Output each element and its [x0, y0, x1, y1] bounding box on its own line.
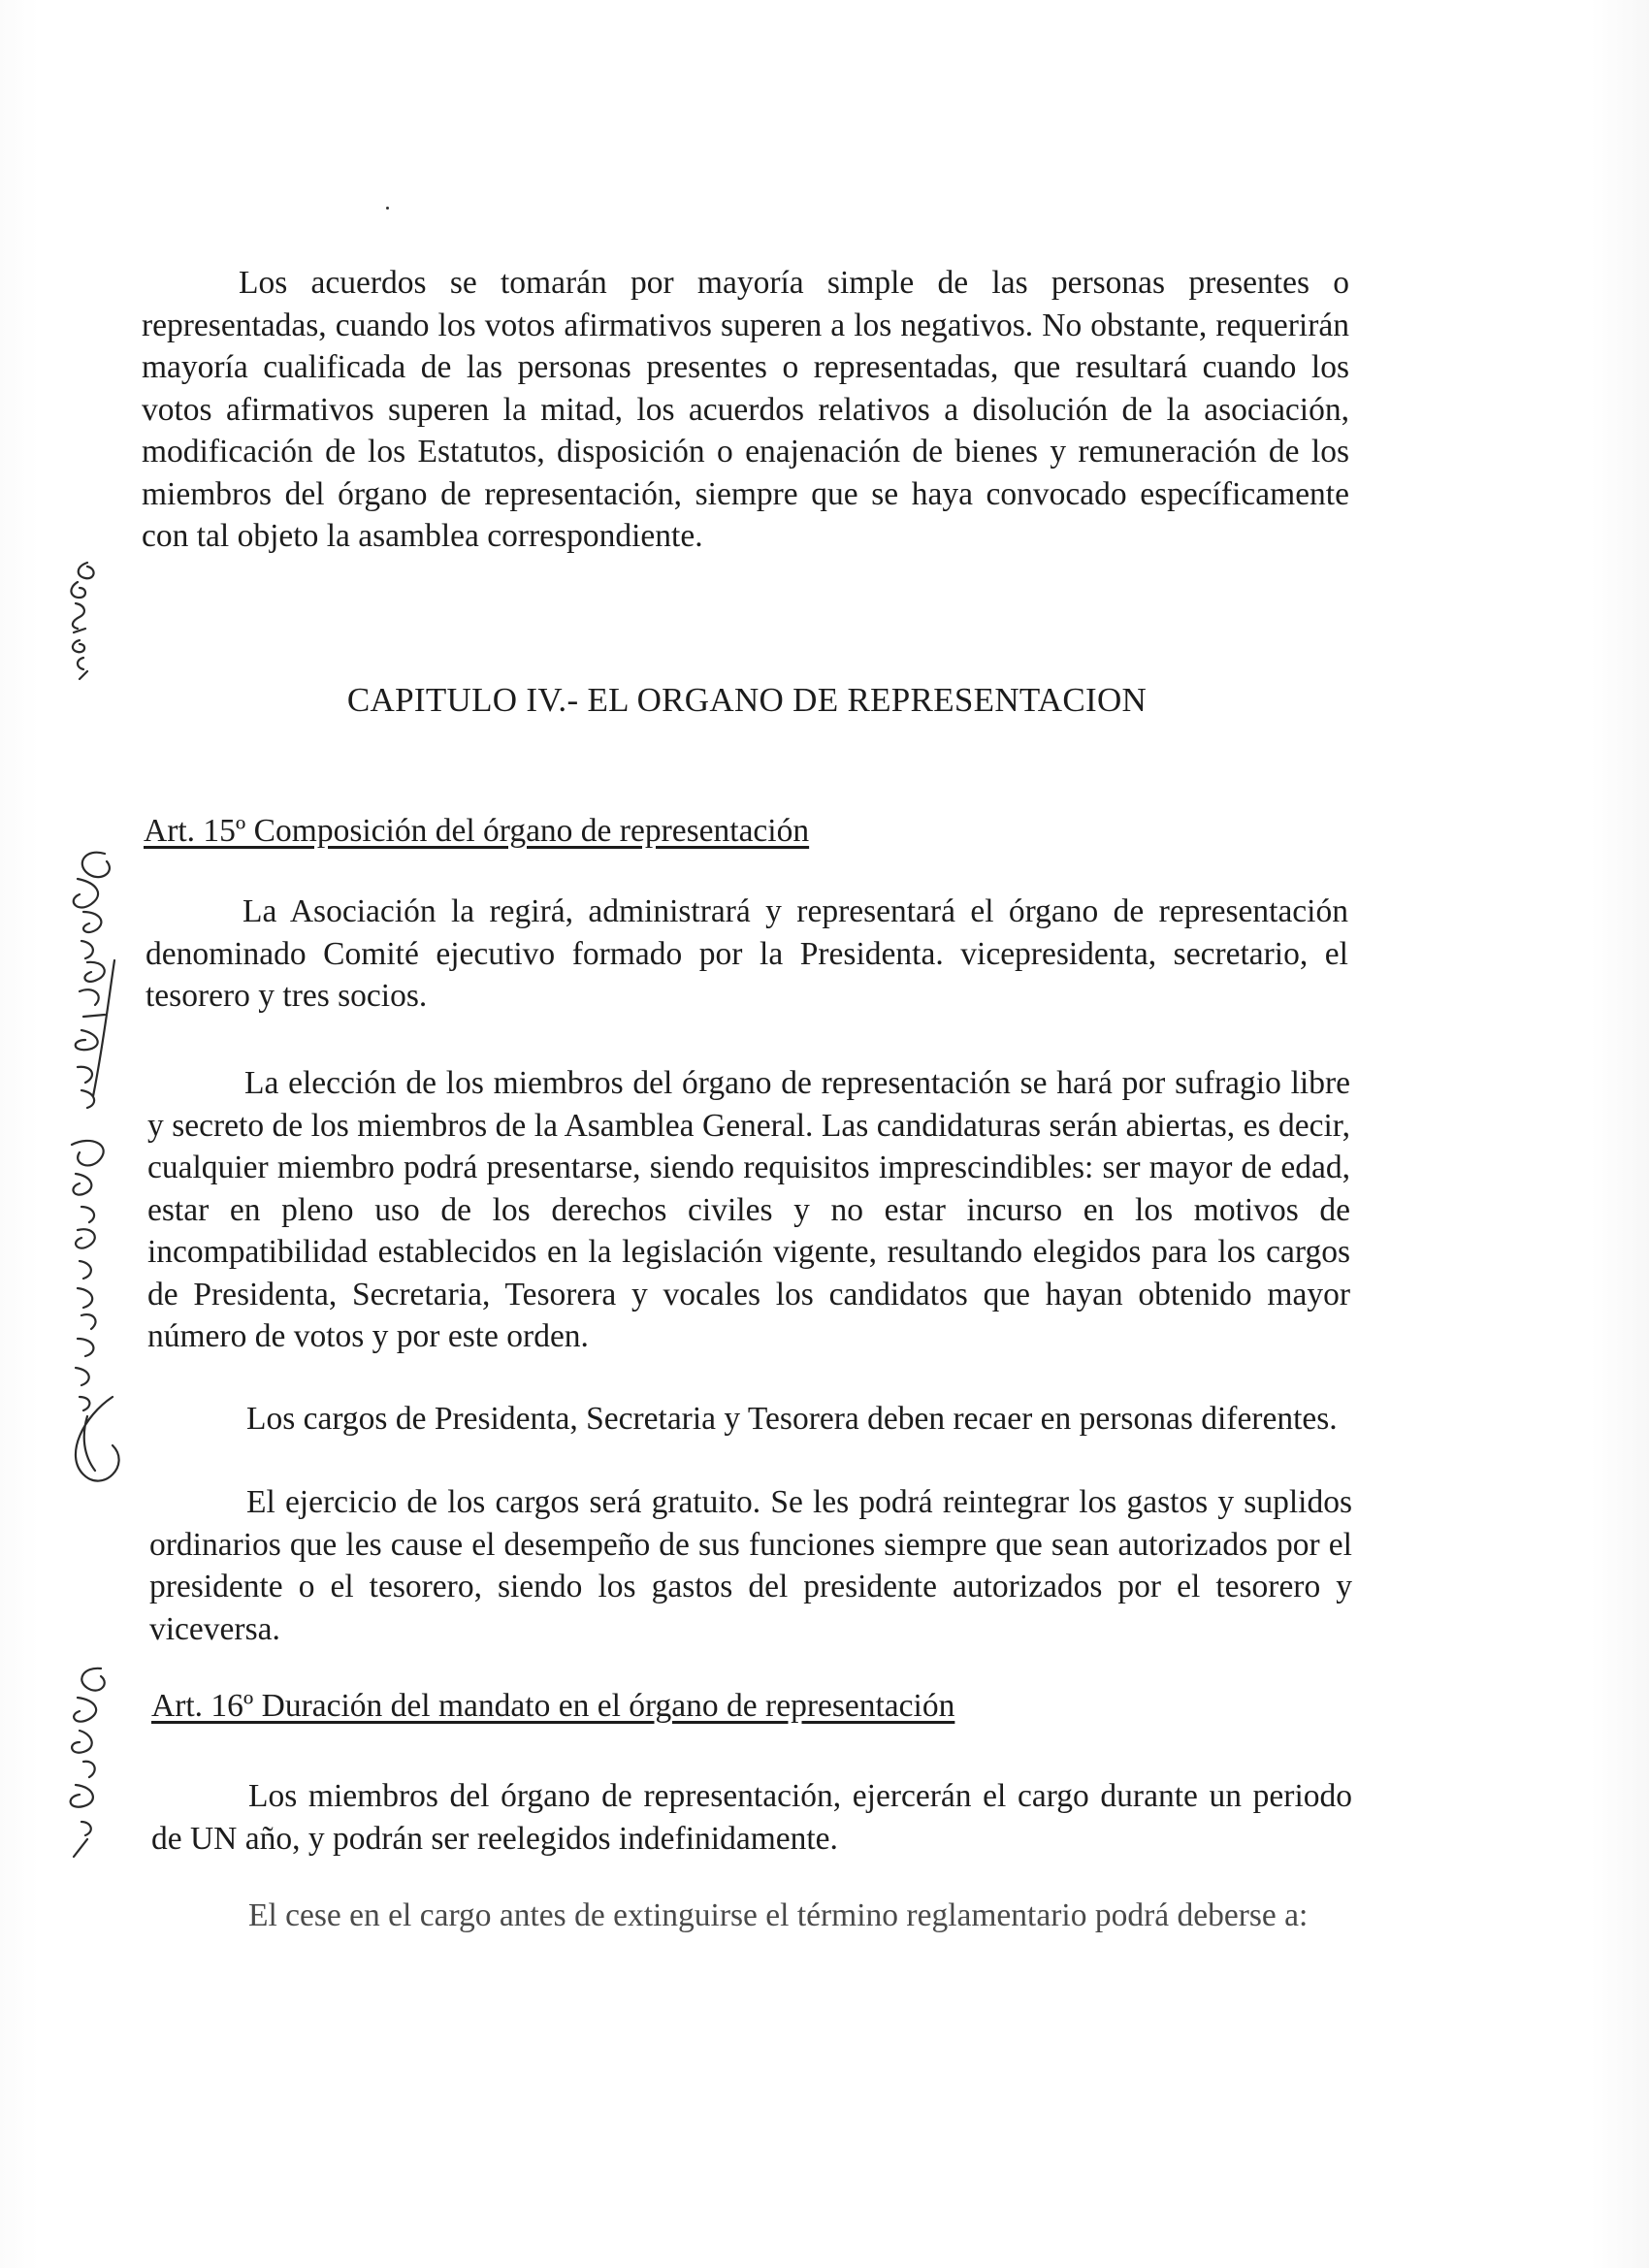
paragraph-text: La Asociación la regirá, administrará y representará el órgano de representación denominado Comité ejecutivo formado por la Presidenta. vicepresidenta, secretario, el tesorero y tres socios.: [146, 893, 1348, 1014]
paragraph-different-persons: [149, 1398, 1352, 1441]
signature-1: [71, 563, 93, 679]
paragraph-text: Los miembros del órgano de representación, ejercerán el cargo durante un periodo de UN año, y podrán ser reelegidos indefinidamente.: [151, 1778, 1352, 1857]
paragraph-quorum: [142, 262, 1349, 558]
paragraph-gratuity: [149, 1481, 1352, 1650]
article-title: Art. 16º Duración del mandato en el órgano de representación: [151, 1688, 955, 1724]
article-16-heading: [151, 1688, 1359, 1725]
margin-signatures: [19, 543, 136, 1882]
paragraph-cessation: [151, 1895, 1352, 1937]
signature-2: [72, 853, 119, 1481]
paragraph-election: [147, 1062, 1350, 1358]
paragraph-composition: [146, 891, 1348, 1018]
chapter-title: CAPITULO IV.- EL ORGANO DE REPRESENTACION: [346, 681, 1148, 719]
stray-dot: [386, 207, 389, 210]
article-title: Art. 15º Composición del órgano de representación: [144, 813, 810, 849]
paragraph-term: [151, 1775, 1352, 1860]
article-15-heading: [144, 813, 1351, 850]
paragraph-text: La elección de los miembros del órgano de representación se hará por sufragio libre y secreto de los miembros de la Asamblea General. Las candidaturas serán abiertas, es decir, cualquier miembro podrá presentarse, siendo requisitos imprescindibles: ser mayor de edad, estar en pleno uso de los derechos civiles y no estar incurso en los motivos de incompatibilidad establecidos en la legislación vigente, resultando elegidos para los cargos de Presidenta, Secretaria, Tesorera y vocales los candidatos que hayan obtenido mayor número de votos y por este orden.: [147, 1065, 1350, 1354]
paragraph-text: El ejercicio de los cargos será gratuito. Se les podrá reintegrar los gastos y suplidos ordinarios que les cause el desempeño de sus funciones siempre que sean autorizados por el presidente o el tesorero, siendo los gastos del presidente autorizados por el tesorero y viceversa.: [149, 1484, 1352, 1647]
paragraph-text: Los acuerdos se tomarán por mayoría simple de las personas presentes o representadas, cuando los votos afirmativos superen a los negativos. No obstante, requerirán mayoría cualificada de las personas presentes o representadas, que resultará cuando los votos afirmativos superen la mitad, los acuerdos relativos a disolución de la asociación, modificación de los Estatutos, disposición o enajenación de bienes y remuneración de los miembros del órgano de representación, siempre que se haya convocado específicamente con tal objeto la asamblea correspondiente.: [142, 265, 1349, 554]
paragraph-text: Los cargos de Presidenta, Secretaria y Tesorera deben recaer en personas diferentes.: [246, 1401, 1338, 1437]
paragraph-text: El cese en el cargo antes de extinguirse el término reglamentario podrá deberse a:: [248, 1897, 1309, 1933]
signature-3: [71, 1669, 105, 1857]
